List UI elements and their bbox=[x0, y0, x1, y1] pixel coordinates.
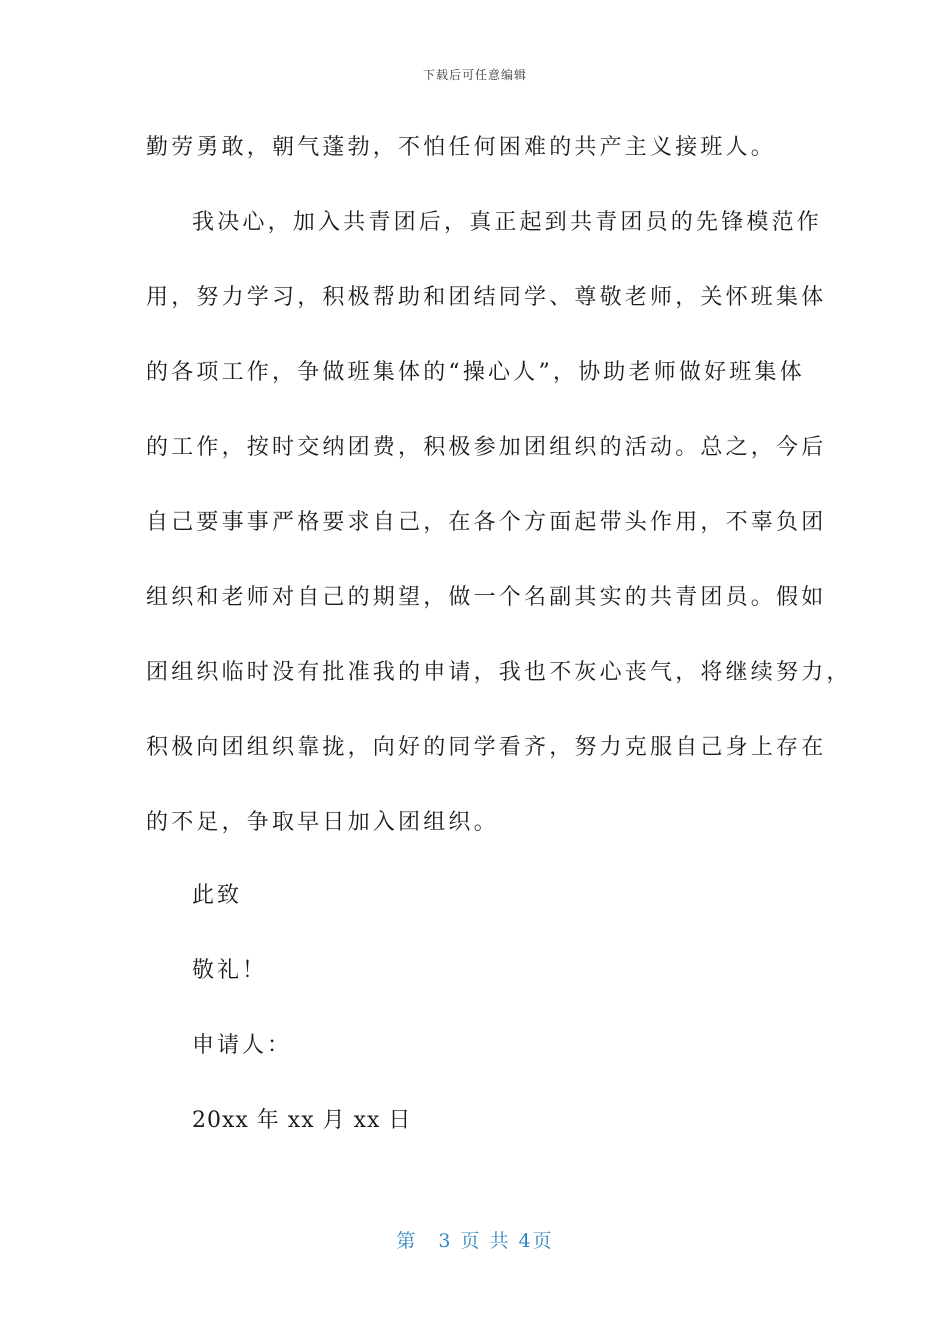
page-number: 第 3 页 共 4页 bbox=[396, 1230, 554, 1252]
regards: 敬礼！ bbox=[192, 958, 268, 983]
body-line: 团组织临时没有批准我的申请，我也不灰心丧气，将继续努力， bbox=[146, 660, 852, 685]
applicant-label: 申请人： bbox=[192, 1033, 293, 1058]
body-line: 积极向团组织靠拢，向好的同学看齐，努力克服自己身上存在 bbox=[146, 735, 827, 760]
body-line: 的各项工作，争做班集体的“操心人”，协助老师做好班集体 bbox=[146, 360, 805, 385]
body-line: 的不足，争取早日加入团组织。 bbox=[146, 810, 499, 835]
date-line: 20xx 年 xx 月 xx 日 bbox=[192, 1108, 412, 1133]
body-line: 的工作，按时交纳团费，积极参加团组织的活动。总之，今后 bbox=[146, 435, 827, 460]
body-line: 用，努力学习，积极帮助和团结同学、尊敬老师，关怀班集体 bbox=[146, 285, 827, 310]
body-line: 组织和老师对自己的期望，做一个名副其实的共青团员。假如 bbox=[146, 585, 827, 610]
header-note: 下载后可任意编辑 bbox=[422, 68, 527, 82]
body-line: 自己要事事严格要求自己，在各个方面起带头作用，不辜负团 bbox=[146, 510, 827, 535]
salutation: 此致 bbox=[192, 883, 243, 908]
body-line: 勤劳勇敢，朝气蓬勃，不怕任何困难的共产主义接班人。 bbox=[146, 135, 777, 160]
body-line: 我决心，加入共青团后，真正起到共青团员的先锋模范作 bbox=[192, 210, 823, 235]
